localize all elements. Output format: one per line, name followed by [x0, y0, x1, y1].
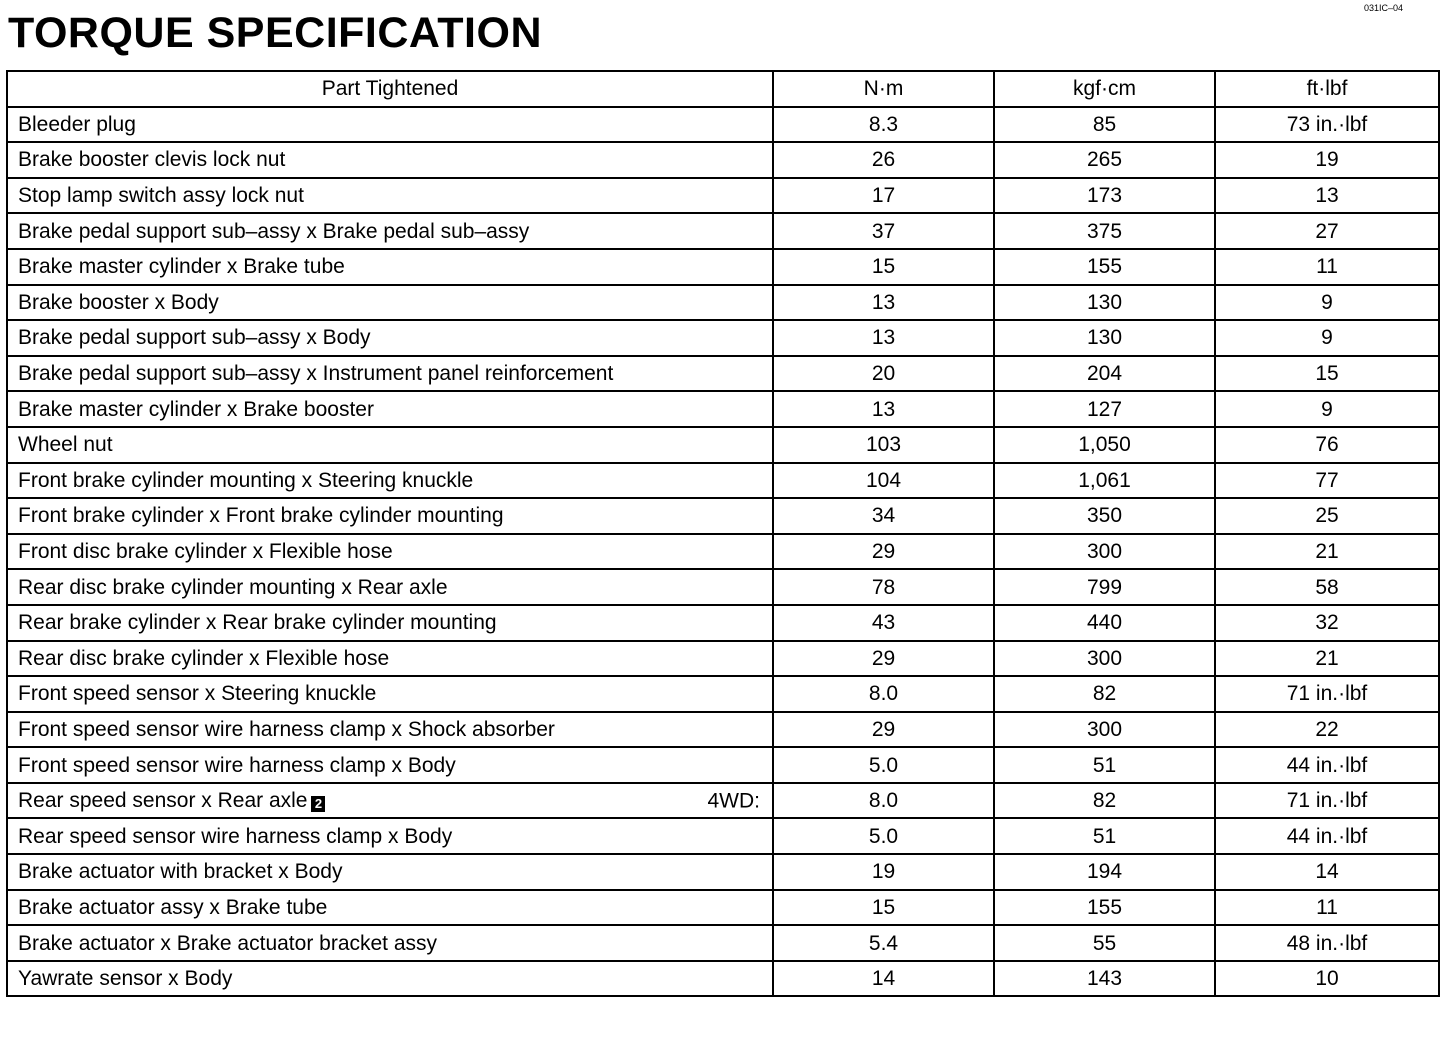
torque-kgfcm-cell: 799 [994, 569, 1215, 605]
part-cell [7, 107, 773, 143]
torque-nm-cell: 5.0 [773, 818, 994, 854]
torque-kgfcm-cell: 143 [994, 961, 1215, 997]
part-cell [7, 961, 773, 997]
torque-kgfcm-cell: 127 [994, 391, 1215, 427]
part-name: Brake pedal support sub–assy x Brake pedal sub–assy [18, 219, 530, 243]
torque-kgfcm-cell: 82 [994, 676, 1215, 712]
torque-ftlbf-cell: 21 [1215, 534, 1439, 570]
torque-kgfcm-cell: 440 [994, 605, 1215, 641]
column-header-nm: N·m [773, 71, 994, 107]
table-row [7, 391, 1439, 427]
table-row [7, 712, 1439, 748]
part-cell [7, 249, 773, 285]
part-name: Front speed sensor wire harness clamp x Shock absorber [18, 717, 555, 741]
torque-nm-cell: 78 [773, 569, 994, 605]
torque-ftlbf-cell: 10 [1215, 961, 1439, 997]
torque-ftlbf-cell: 77 [1215, 463, 1439, 499]
torque-nm-cell: 13 [773, 320, 994, 356]
torque-nm-cell: 103 [773, 427, 994, 463]
torque-ftlbf-cell: 15 [1215, 356, 1439, 392]
torque-ftlbf-cell: 11 [1215, 890, 1439, 926]
page-title: TORQUE SPECIFICATION [8, 9, 542, 57]
torque-kgfcm-cell: 51 [994, 818, 1215, 854]
part-name: Rear disc brake cylinder mounting x Rear axle [18, 575, 448, 599]
table-row [7, 178, 1439, 214]
torque-ftlbf-cell: 11 [1215, 249, 1439, 285]
column-header-kgfcm: kgf·cm [994, 71, 1215, 107]
torque-kgfcm-cell: 194 [994, 854, 1215, 890]
torque-ftlbf-cell: 48 in.·lbf [1215, 925, 1439, 961]
part-name: Front speed sensor wire harness clamp x Body [18, 753, 456, 777]
torque-ftlbf-cell: 58 [1215, 569, 1439, 605]
torque-nm-cell: 13 [773, 285, 994, 321]
part-name: Yawrate sensor x Body [18, 967, 233, 991]
table-row [7, 463, 1439, 499]
torque-spec-table [6, 70, 1440, 997]
table-row [7, 890, 1439, 926]
part-name: Brake master cylinder x Brake tube [18, 255, 345, 279]
table-row [7, 498, 1439, 534]
torque-ftlbf-cell: 73 in.·lbf [1215, 107, 1439, 143]
torque-kgfcm-cell: 300 [994, 534, 1215, 570]
table-row [7, 142, 1439, 178]
torque-ftlbf-cell: 32 [1215, 605, 1439, 641]
part-name: Brake actuator assy x Brake tube [18, 895, 328, 919]
part-name: Rear brake cylinder x Rear brake cylinder mounting [18, 611, 497, 635]
torque-ftlbf-cell: 19 [1215, 142, 1439, 178]
table-row [7, 569, 1439, 605]
torque-kgfcm-cell: 55 [994, 925, 1215, 961]
note-number-icon: 2 [311, 796, 325, 812]
part-cell [7, 142, 773, 178]
part-name: Rear speed sensor wire harness clamp x Body [18, 824, 453, 848]
torque-nm-cell: 8.0 [773, 676, 994, 712]
torque-nm-cell: 29 [773, 641, 994, 677]
part-name: Brake pedal support sub–assy x Instrument panel reinforcement [18, 362, 614, 386]
torque-ftlbf-cell: 9 [1215, 320, 1439, 356]
torque-kgfcm-cell: 155 [994, 249, 1215, 285]
torque-kgfcm-cell: 82 [994, 783, 1215, 819]
torque-nm-cell: 37 [773, 213, 994, 249]
torque-kgfcm-cell: 1,061 [994, 463, 1215, 499]
part-name: Front brake cylinder mounting x Steering knuckle [18, 468, 474, 492]
part-name: Stop lamp switch assy lock nut [18, 184, 304, 208]
part-cell [7, 569, 773, 605]
torque-ftlbf-cell: 22 [1215, 712, 1439, 748]
torque-nm-cell: 14 [773, 961, 994, 997]
torque-nm-cell: 13 [773, 391, 994, 427]
torque-nm-cell: 29 [773, 712, 994, 748]
part-cell [7, 285, 773, 321]
torque-nm-cell: 29 [773, 534, 994, 570]
torque-kgfcm-cell: 350 [994, 498, 1215, 534]
part-name: Front disc brake cylinder x Flexible hose [18, 540, 393, 564]
part-cell [7, 213, 773, 249]
torque-kgfcm-cell: 1,050 [994, 427, 1215, 463]
torque-ftlbf-cell: 21 [1215, 641, 1439, 677]
column-header-part: Part Tightened [7, 71, 773, 107]
torque-nm-cell: 20 [773, 356, 994, 392]
part-name: Rear disc brake cylinder x Flexible hose [18, 646, 390, 670]
torque-ftlbf-cell: 44 in.·lbf [1215, 818, 1439, 854]
torque-kgfcm-cell: 85 [994, 107, 1215, 143]
table-row [7, 213, 1439, 249]
part-cell [7, 890, 773, 926]
part-cell [7, 498, 773, 534]
part-name: Brake master cylinder x Brake booster [18, 397, 374, 421]
part-cell [7, 747, 773, 783]
part-name: Brake booster clevis lock nut [18, 148, 286, 172]
torque-kgfcm-cell: 130 [994, 285, 1215, 321]
torque-nm-cell: 34 [773, 498, 994, 534]
part-name: Front brake cylinder x Front brake cylinder mounting [18, 504, 504, 528]
table-row [7, 783, 1439, 819]
table-row [7, 356, 1439, 392]
torque-ftlbf-cell: 25 [1215, 498, 1439, 534]
table-row [7, 676, 1439, 712]
part-cell [7, 391, 773, 427]
part-cell [7, 641, 773, 677]
torque-nm-cell: 104 [773, 463, 994, 499]
part-cell [7, 534, 773, 570]
part-name: Brake actuator x Brake actuator bracket assy [18, 931, 438, 955]
torque-nm-cell: 19 [773, 854, 994, 890]
document-code: 031IC–04 [1364, 3, 1404, 13]
part-cell [7, 178, 773, 214]
part-cell [7, 463, 773, 499]
torque-kgfcm-cell: 130 [994, 320, 1215, 356]
table-row [7, 747, 1439, 783]
table-row [7, 320, 1439, 356]
torque-nm-cell: 8.0 [773, 783, 994, 819]
table-row [7, 427, 1439, 463]
part-name: Rear speed sensor x Rear axle [18, 788, 308, 812]
table-row [7, 534, 1439, 570]
table-row [7, 605, 1439, 641]
table-row [7, 107, 1439, 143]
part-cell [7, 356, 773, 392]
part-name: Brake pedal support sub–assy x Body [18, 326, 371, 350]
part-cell [7, 818, 773, 854]
part-name: Bleeder plug [18, 112, 136, 136]
torque-ftlbf-cell: 71 in.·lbf [1215, 783, 1439, 819]
table-row [7, 249, 1439, 285]
torque-ftlbf-cell: 44 in.·lbf [1215, 747, 1439, 783]
torque-ftlbf-cell: 9 [1215, 285, 1439, 321]
torque-ftlbf-cell: 27 [1215, 213, 1439, 249]
part-name: Brake actuator with bracket x Body [18, 860, 343, 884]
torque-ftlbf-cell: 71 in.·lbf [1215, 676, 1439, 712]
torque-kgfcm-cell: 375 [994, 213, 1215, 249]
torque-nm-cell: 15 [773, 890, 994, 926]
table-row [7, 285, 1439, 321]
torque-nm-cell: 5.4 [773, 925, 994, 961]
table-header-row [7, 71, 1439, 107]
torque-kgfcm-cell: 300 [994, 641, 1215, 677]
torque-nm-cell: 5.0 [773, 747, 994, 783]
torque-ftlbf-cell: 76 [1215, 427, 1439, 463]
part-cell [7, 783, 773, 819]
part-name: Front speed sensor x Steering knuckle [18, 682, 377, 706]
part-cell [7, 427, 773, 463]
torque-kgfcm-cell: 51 [994, 747, 1215, 783]
part-variant-note: 4WD: [707, 789, 760, 813]
part-cell [7, 854, 773, 890]
table-row [7, 925, 1439, 961]
torque-nm-cell: 43 [773, 605, 994, 641]
torque-kgfcm-cell: 300 [994, 712, 1215, 748]
torque-nm-cell: 8.3 [773, 107, 994, 143]
table-row [7, 641, 1439, 677]
torque-nm-cell: 17 [773, 178, 994, 214]
table-row [7, 854, 1439, 890]
part-cell [7, 925, 773, 961]
table-row [7, 961, 1439, 997]
table-row [7, 818, 1439, 854]
torque-nm-cell: 15 [773, 249, 994, 285]
part-cell [7, 605, 773, 641]
torque-nm-cell: 26 [773, 142, 994, 178]
torque-kgfcm-cell: 204 [994, 356, 1215, 392]
torque-kgfcm-cell: 265 [994, 142, 1215, 178]
torque-kgfcm-cell: 155 [994, 890, 1215, 926]
part-cell [7, 320, 773, 356]
column-header-ftlbf: ft·lbf [1215, 71, 1439, 107]
part-cell [7, 712, 773, 748]
part-cell [7, 676, 773, 712]
part-name: Brake booster x Body [18, 290, 219, 314]
table-body [7, 107, 1439, 997]
torque-ftlbf-cell: 9 [1215, 391, 1439, 427]
torque-ftlbf-cell: 14 [1215, 854, 1439, 890]
torque-ftlbf-cell: 13 [1215, 178, 1439, 214]
torque-kgfcm-cell: 173 [994, 178, 1215, 214]
part-name: Wheel nut [18, 433, 113, 457]
